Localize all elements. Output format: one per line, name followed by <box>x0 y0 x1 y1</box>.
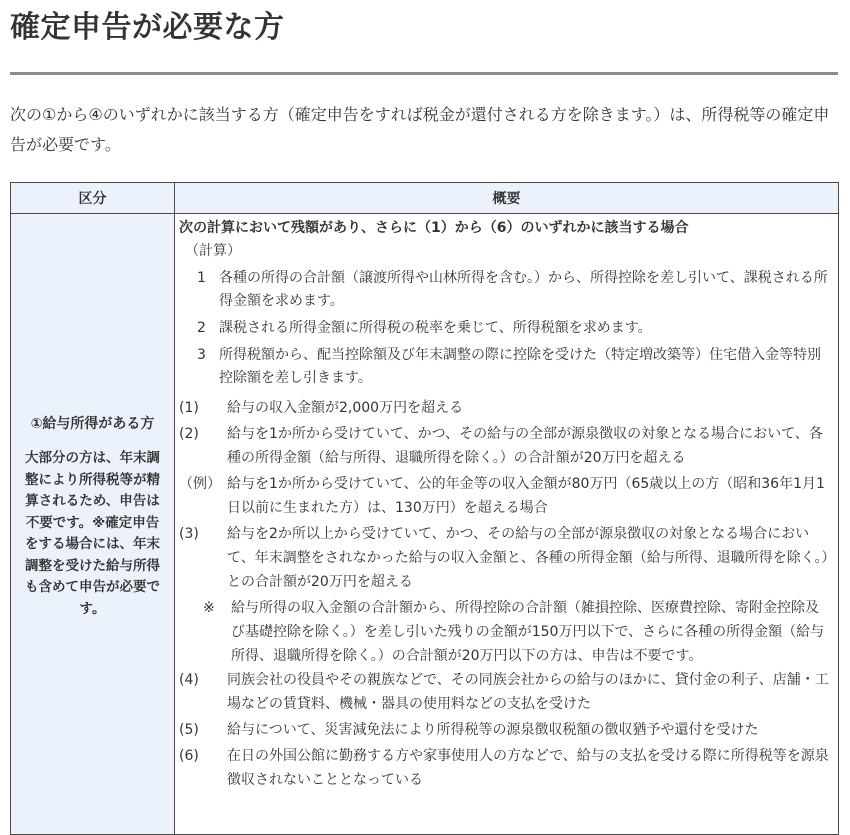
note-mark: ※ <box>203 600 215 616</box>
header-overview: 概要 <box>175 183 839 214</box>
title-divider <box>10 72 838 75</box>
condition-number: (5) <box>179 722 199 738</box>
condition-number: (6) <box>179 748 199 764</box>
condition-text: 給与を2か所以上から受けていて、かつ、その給与の全部が源泉徴収の対象となる場合において、年末調整をされなかった給与の収入金額と、各種の所得金額（給与所得、退職所得を除く。）との合計額が20万円を超える <box>227 526 829 590</box>
overview-heading: 次の計算において残額があり、さらに（1）から（6）のいずれかに該当する場合 <box>179 220 689 236</box>
condition-text: 在日の外国公館に勤務する方や家事使用人の方などで、給与の支払を受ける際に所得税等を源泉徴収されないこととなっている <box>227 748 829 788</box>
step-text: 所得税額から、配当控除額及び年末調整の際に控除を受けた（特定増改築等）住宅借入金等特別控除額を差し引きます。 <box>219 347 821 386</box>
condition-text: 給与の収入金額が2,000万円を超える <box>227 400 464 416</box>
step-number: 3 <box>197 347 206 363</box>
condition-item <box>179 422 832 470</box>
example-label: （例） <box>179 476 221 492</box>
calc-step <box>193 267 832 313</box>
condition-item <box>179 396 832 420</box>
page-title: 確定申告が必要な方 <box>10 10 285 45</box>
table-header-row <box>11 183 839 214</box>
category-note: 大部分の方は、年末調整により所得税等が精算されるため、申告は不要です。※確定申告をする場合には、年末調整を受けた給与所得も含めて申告が必要です。 <box>25 450 160 617</box>
header-category: 区分 <box>11 183 175 214</box>
condition-note <box>193 596 832 668</box>
step-text: 課税される所得金額に所得税の税率を乗じて、所得税額を求めます。 <box>219 320 652 336</box>
calc-step <box>193 344 832 390</box>
condition-item <box>179 744 832 792</box>
example-text: 給与を1か所から受けていて、公的年金等の収入金額が80万円（65歳以上の方（昭和36年1月1日以前に生まれた方）は、130万円）を超える場合 <box>227 476 825 516</box>
condition-example <box>179 472 832 520</box>
condition-number: (4) <box>179 672 199 688</box>
step-text: 各種の所得の合計額（譲渡所得や山林所得を含む。）から、所得控除を差し引いて、課税される所得金額を求めます。 <box>219 270 828 309</box>
category-title: ①給与所得がある方 <box>30 416 155 432</box>
overview-cell <box>175 214 839 835</box>
intro-text: 次の①から④のいずれかに該当する方（確定申告をすれば税金が還付される方を除きます。）は、所得税等の確定申告が必要です。 <box>10 105 830 154</box>
note-text: 給与所得の収入金額の合計額から、所得控除の合計額（雑損控除、医療費控除、寄附金控除及び基礎控除を除く。）を差し引いた残りの金額が150万円以下で、さらに各種の所得金額（給与所得、退職所得を除く。）の合計額が20万円以下の方は、申告は不要です。 <box>231 600 825 664</box>
calc-step <box>193 317 832 340</box>
table-row <box>11 214 839 835</box>
condition-item <box>179 668 832 716</box>
condition-number: (3) <box>179 526 199 542</box>
step-number: 1 <box>197 270 206 286</box>
condition-item <box>179 522 832 594</box>
condition-number: (2) <box>179 426 199 442</box>
condition-list <box>179 396 832 792</box>
condition-text: 給与を1か所から受けていて、かつ、その給与の全部が源泉徴収の対象となる場合において、各種の所得金額（給与所得、退職所得を除く。）の合計額が20万円を超える <box>227 426 823 466</box>
requirement-table <box>10 182 839 835</box>
calc-steps <box>193 267 832 390</box>
condition-item <box>179 718 832 742</box>
condition-text: 同族会社の役員やその親族などで、その同族会社からの給与のほかに、貸付金の利子、店舗・工場などの賃貸料、機械・器具の使用料などの支払を受けた <box>227 672 829 712</box>
category-cell <box>11 214 175 835</box>
step-number: 2 <box>197 320 206 336</box>
condition-text: 給与について、災害減免法により所得税等の源泉徴収税額の徴収猶予や還付を受けた <box>227 722 759 738</box>
condition-number: (1) <box>179 400 199 416</box>
calc-label: （計算） <box>185 243 241 259</box>
